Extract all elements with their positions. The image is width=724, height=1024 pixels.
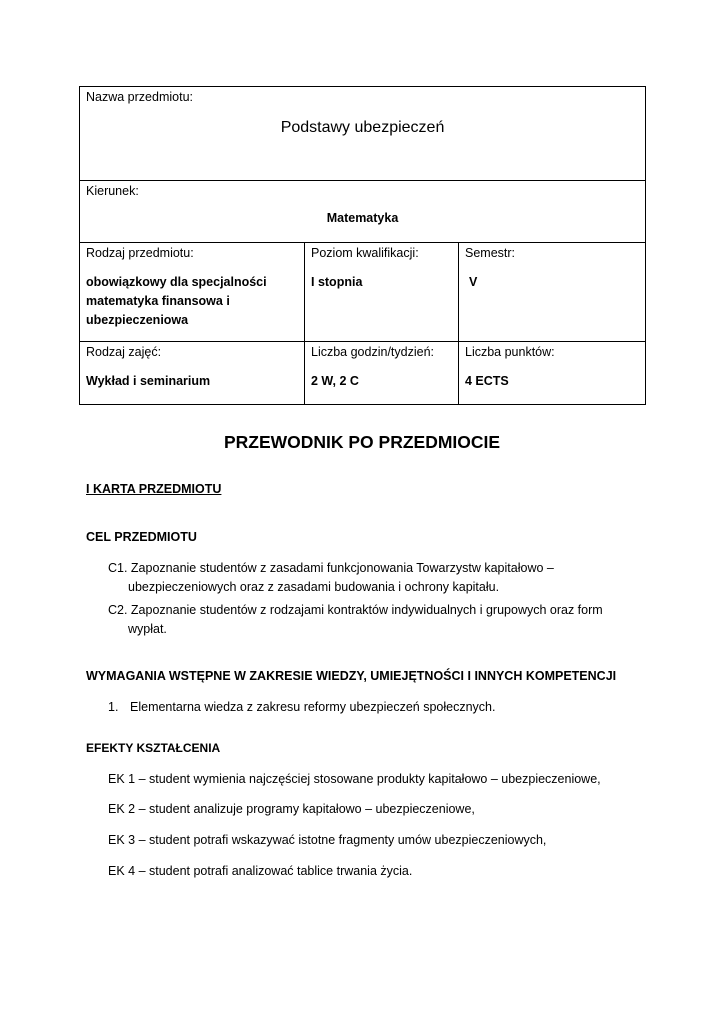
classes-cell (80, 342, 305, 405)
level-label: Poziom kwalifikacji: (311, 246, 419, 260)
field-label: Kierunek: (86, 184, 139, 198)
field-value: Matematyka (326, 211, 399, 225)
subject-cell (80, 87, 646, 181)
outcome-item: EK 1 – student wymienia najczęściej stosowane produkty kapitałowo – ubezpieczeniowe, (108, 772, 601, 786)
page-title: PRZEWODNIK PO PRZEDMIOCIE (223, 432, 501, 452)
goal-c2-line1: C2. Zapoznanie studentów z rodzajami kontraktów indywidualnych i grupowych oraz form (108, 603, 603, 617)
classes-value: Wykład i seminarium (86, 374, 211, 388)
goal-c1-line2: ubezpieczeniowych oraz z zasadami budowania i ochrony kapitału. (128, 580, 500, 594)
points-label: Liczba punktów: (465, 345, 555, 359)
hours-value: 2 W, 2 C (311, 374, 359, 388)
outcome-item: EK 3 – student potrafi wskazywać istotne fragmenty umów ubezpieczeniowych, (108, 833, 547, 847)
requirements-item-text: Elementarna wiedza z zakresu reformy ubezpieczeń społecznych. (130, 700, 496, 714)
subject-label: Nazwa przedmiotu: (86, 90, 193, 104)
section-card-heading: I KARTA PRZEDMIOTU (86, 482, 222, 496)
course-type-label: Rodzaj przedmiotu: (86, 246, 194, 260)
level-value: I stopnia (311, 275, 363, 289)
course-type-cell (80, 243, 305, 342)
goal-heading: CEL PRZEDMIOTU (86, 530, 197, 544)
outcomes-heading: EFEKTY KSZTAŁCENIA (86, 741, 221, 755)
course-info-table (79, 86, 646, 405)
course-type-line: obowiązkowy dla specjalności (86, 275, 267, 289)
level-cell (305, 243, 459, 342)
outcome-item: EK 2 – student analizuje programy kapitałowo – ubezpieczeniowe, (108, 802, 475, 816)
semester-label: Semestr: (465, 246, 516, 260)
hours-label: Liczba godzin/tydzień: (311, 345, 434, 359)
semester-cell (459, 243, 646, 342)
course-type-line: ubezpieczeniowa (86, 313, 189, 327)
classes-label: Rodzaj zajęć: (86, 345, 162, 359)
goal-c2-line2: wypłat. (128, 622, 167, 636)
points-value: 4 ECTS (465, 374, 509, 388)
outcome-item: EK 4 – student potrafi analizować tablice trwania życia. (108, 864, 413, 878)
requirements-item-number: 1. (108, 700, 119, 714)
goal-c1-line1: C1. Zapoznanie studentów z zasadami funkcjonowania Towarzystw kapitałowo – (108, 561, 554, 575)
course-type-line: matematyka finansowa i (86, 294, 230, 308)
semester-value: V (469, 275, 478, 289)
points-cell (459, 342, 646, 405)
requirements-heading: WYMAGANIA WSTĘPNE W ZAKRESIE WIEDZY, UMIEJĘTNOŚCI I INNYCH KOMPETENCJI (86, 669, 617, 683)
hours-cell (305, 342, 459, 405)
course-type-value (86, 273, 298, 330)
subject-title: Podstawy ubezpieczeń (280, 119, 445, 136)
field-cell (80, 181, 646, 243)
